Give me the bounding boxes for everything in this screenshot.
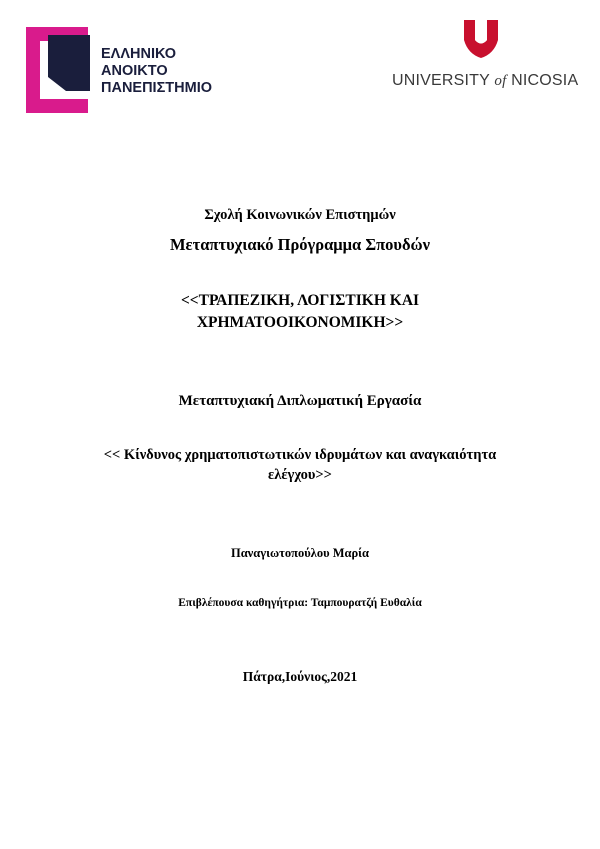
university-of-nicosia-logo xyxy=(392,20,579,100)
unic-shield-icon xyxy=(464,20,498,58)
place-date: Πάτρα,Ιούνιος,2021 xyxy=(242,669,358,684)
unic-word-of: of xyxy=(494,73,507,89)
hellenic-open-university-logo xyxy=(26,27,221,113)
eap-line-3: ΠΑΝΕΠΙΣΤΗΜΙΟ xyxy=(101,80,213,96)
thesis-label: Μεταπτυχιακή Διπλωματική Εργασία xyxy=(178,393,422,409)
thesis-title: << Κίνδυνος χρηματοπιστωτικών ιδρυμάτων και αναγκαιότητα ελέγχου>> xyxy=(103,447,497,483)
program-heading: Μεταπτυχιακό Πρόγραμμα Σπουδών xyxy=(169,235,430,254)
eap-line-2: ΑΝΟΙΚΤΟ xyxy=(101,63,168,79)
unic-word-university: UNIVERSITY xyxy=(392,72,490,89)
eap-emblem-icon xyxy=(26,27,96,113)
eap-line-1: ΕΛΛΗΝΙΚΟ xyxy=(101,46,177,62)
unic-word-nicosia: NICOSIA xyxy=(511,72,579,89)
school-name: Σχολή Κοινωνικών Επιστημών xyxy=(204,207,396,223)
supervisor: Επιβλέπουσα καθηγήτρια: Ταμπουρατζή Ευθαλία xyxy=(178,597,422,609)
program-name: <<ΤΡΑΠΕΖΙΚΗ, ΛΟΓΙΣΤΙΚΗ ΚΑΙ ΧΡΗΜΑΤΟΟΙΚΟΝΟΜΙΚΗ>> xyxy=(180,292,420,331)
unic-wordmark xyxy=(392,72,579,90)
author-name: Παναγιωτοπούλου Μαρία xyxy=(230,546,370,560)
eap-wordmark xyxy=(101,46,231,97)
